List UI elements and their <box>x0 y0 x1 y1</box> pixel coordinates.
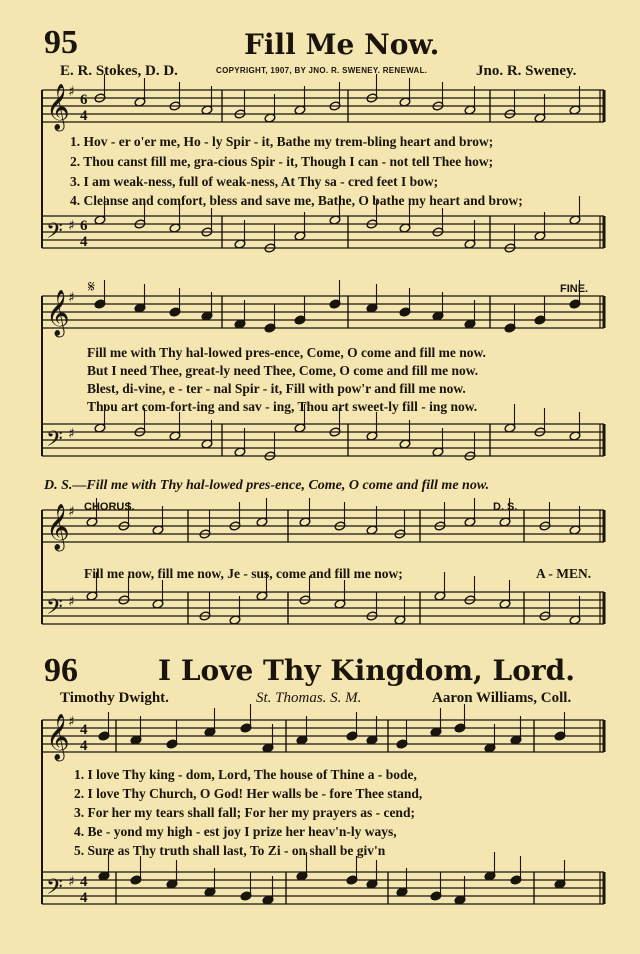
segno-mark: 𝄋 <box>88 277 95 296</box>
ds-instruction: D. S.—Fill me with Thy hal-lowed pres-ence, Come, O come and fill me now. <box>44 478 490 493</box>
refrain-line-1: Fill me with Thy hal-lowed pres-ence, Come, O come and fill me now. <box>87 345 486 360</box>
refrain-line-2: But I need Thee, great-ly need Thee, Come, O come and fill me now. <box>87 363 479 378</box>
staff-95-bass-3-clef: 𝄢 <box>46 595 63 625</box>
hymn-95-verse-2: 2. Thou canst fill me, gra-cious Spir - it, Though I can - not tell Thee how; <box>70 154 494 169</box>
fine-marker: FINE. <box>560 283 589 295</box>
hymn-95-title: Fill Me Now. <box>244 28 440 61</box>
hymn-96-verse-2: 2. I love Thy Church, O God! Her walls be - fore Thee stand, <box>74 786 423 801</box>
hymn-96-verse-5: 5. Sure as Thy truth shall last, To Zi - on shall be giv'n <box>74 843 386 858</box>
hymn-96-verse-1: 1. I love Thy king - dom, Lord, The house of Thine a - bode, <box>74 767 417 782</box>
hymn-96-title: I Love Thy Kingdom, Lord. <box>158 654 575 687</box>
svg-text:♯: ♯ <box>68 84 75 100</box>
hymn-96-author: Timothy Dwight. <box>60 690 169 706</box>
svg-text:♯: ♯ <box>68 218 75 234</box>
svg-text:4: 4 <box>80 722 88 738</box>
svg-text:6: 6 <box>80 218 88 234</box>
chorus-words: Fill me now, fill me now, Je - sus, come and fill me now; <box>84 566 403 581</box>
amen-words: A - MEN. <box>536 566 592 581</box>
svg-text:♯: ♯ <box>68 594 75 610</box>
chorus-label: CHORUS. <box>84 501 135 513</box>
staff-95-treble-1-clef: 𝄞 <box>46 84 70 130</box>
hymn-96-composer: Aaron Williams, Coll. <box>432 690 572 706</box>
hymn-95-verse-1: 1. Hov - er o'er me, Ho - ly Spir - it, Bathe my trem-bling heart and brow; <box>70 134 494 149</box>
hymn-95-verse-3: 3. I am weak-ness, full of weak-ness, At Thy sa - cred feet I bow; <box>70 174 439 189</box>
refrain-line-3: Blest, di-vine, e - ter - nal Spir - it, Fill with pow'r and fill me now. <box>87 381 466 396</box>
svg-text:6: 6 <box>80 92 88 108</box>
hymn-95-author: E. R. Stokes, D. D. <box>60 63 178 79</box>
staff-96-bass-clef: 𝄢 <box>46 875 63 905</box>
svg-text:4: 4 <box>80 738 88 754</box>
hymn-96-number: 96 <box>44 652 78 689</box>
hymn-96-verse-4: 4. Be - yond my high - est joy I prize her heav'n-ly ways, <box>74 824 397 839</box>
ds-label: D. S. <box>493 501 518 513</box>
svg-text:4: 4 <box>80 234 88 250</box>
hymn-95-verse-4: 4. Cleanse and comfort, bless and save me, Bathe, O bathe my heart and brow; <box>70 193 523 208</box>
hymn-95-composer: Jno. R. Sweney. <box>476 63 577 79</box>
svg-text:♯: ♯ <box>68 426 75 442</box>
hymn-95-copyright: COPYRIGHT, 1907, BY JNO. R. SWENEY. RENEWAL. <box>216 66 428 75</box>
svg-text:4: 4 <box>80 108 88 124</box>
staff-95-bass-2-clef: 𝄢 <box>46 427 63 457</box>
hymn-96-verse-3: 3. For her my tears shall fall; For her my prayers as - cend; <box>74 805 415 820</box>
svg-text:♯: ♯ <box>68 504 75 520</box>
staff-96-treble-clef: 𝄞 <box>46 714 70 760</box>
svg-text:♯: ♯ <box>68 874 75 890</box>
staff-95-treble-3-clef: 𝄞 <box>46 504 70 550</box>
svg-text:♯: ♯ <box>68 714 75 730</box>
hymn-95-number: 95 <box>44 24 78 61</box>
svg-text:♯: ♯ <box>68 290 75 306</box>
svg-text:4: 4 <box>80 890 88 906</box>
svg-text:4: 4 <box>80 874 88 890</box>
refrain-line-4: Thou art com-fort-ing and sav - ing, Thou art sweet-ly fill - ing now. <box>87 399 478 414</box>
staff-95-treble-2-clef: 𝄞 <box>46 290 70 336</box>
hymn-96-tune: St. Thomas. S. M. <box>256 690 362 706</box>
staff-95-bass-1-clef: 𝄢 <box>46 219 63 249</box>
